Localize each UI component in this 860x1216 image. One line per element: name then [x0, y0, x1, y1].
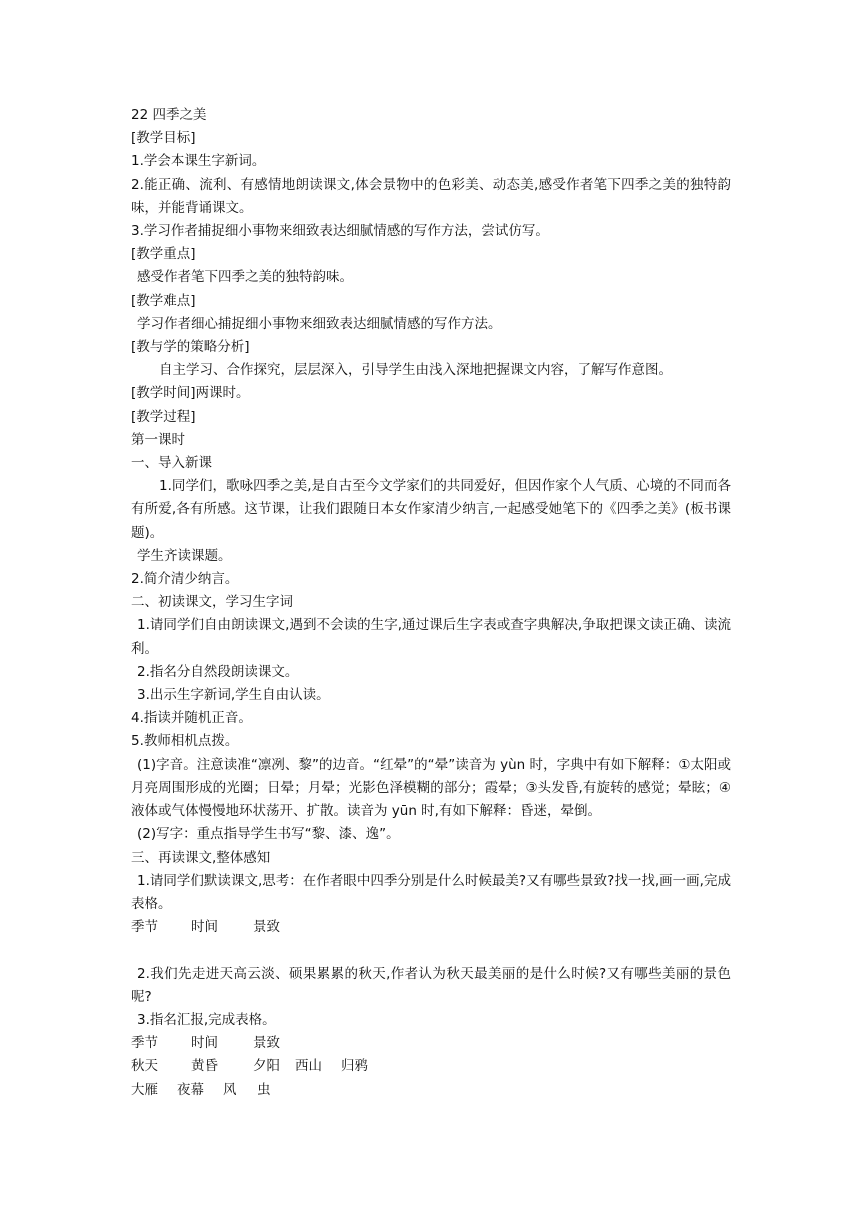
- table-2-header-cell: 季节: [131, 1035, 158, 1052]
- table-1-header-cell: 景致: [253, 919, 280, 936]
- difficulty-text: 学习作者细心捕捉细小事物来细致表达细腻情感的写作方法。: [137, 315, 502, 332]
- process-heading: [教学过程]: [131, 408, 196, 425]
- table-2-header-cell: 景致: [253, 1035, 280, 1052]
- section-2-paragraph-3: 3.出示生字新词,学生自由认读。: [137, 687, 330, 704]
- section-1-paragraph-2: 学生齐读课题。: [137, 547, 232, 564]
- blank-line: [131, 939, 731, 962]
- section-1-paragraph-1: 1.同学们，歌咏四季之美,是自古至今文学家们的共同爱好，但因作家个人气质、心境的不同而各有所爱,各有所感。这节课，让我们跟随日本女作家清少纳言,一起感受她笔下的《四季之美》(板书课题)。: [131, 478, 731, 541]
- table-2-cell: 虫: [257, 1081, 271, 1098]
- goal-2: 2.能正确、流利、有感情地朗读课文,体会景物中的色彩美、动态美,感受作者笔下四季之美的独特韵味，并能背诵课文。: [131, 176, 731, 216]
- goal-3: 3.学习作者捕捉细小事物来细致表达细腻情感的写作方法，尝试仿写。: [131, 223, 549, 240]
- table-2-cell: 夜幕: [177, 1081, 204, 1098]
- table-1-header-cell: 季节: [131, 919, 158, 936]
- section-2-paragraph-5: 5.教师相机点拨。: [131, 733, 239, 750]
- section-3-paragraph-2: 2.我们先走进天高云淡、硕果累累的秋天,作者认为秋天最美丽的是什么时候?又有哪些美丽的景色呢?: [131, 965, 731, 1005]
- section-1-paragraph-3: 2.简介清少纳言。: [131, 571, 239, 588]
- table-2-row: [131, 1055, 731, 1078]
- document-page: [131, 104, 731, 1102]
- section-3-heading: 三、再读课文,整体感知: [131, 849, 271, 866]
- table-2-cell: 风: [223, 1081, 237, 1098]
- section-2-paragraph-1: 1.请同学们自由朗读课文,遇到不会读的生字,通过课后生字表或查字典解决,争取把课文读正确、读流利。: [131, 617, 731, 657]
- focus-heading: [教学重点]: [131, 246, 196, 263]
- lesson-one-heading: 第一课时: [131, 431, 185, 448]
- table-2-cell: 夕阳: [253, 1058, 280, 1075]
- table-2-cell: 归鸦: [341, 1058, 368, 1075]
- difficulty-heading: [教学难点]: [131, 292, 196, 309]
- section-2-paragraph-6: (1)字音。注意读准“凛冽、黎”的边音。“红晕”的“晕”读音为 yùn 时，字典中有如下解释：①太阳或月亮周围形成的光圈；日晕；月晕；光影色泽模糊的部分；霞晕；③头发昏,有旋转的感觉；晕眩；④液体或气体慢慢地环状荡开、扩散。读音为 yūn 时,有如下解释：昏迷，晕倒。: [131, 756, 731, 820]
- section-2-paragraph-2: 2.指名分自然段朗读课文。: [137, 663, 299, 680]
- table-2-cell: 黄昏: [191, 1058, 218, 1075]
- table-2-header: [131, 1032, 731, 1055]
- table-1-header-cell: 时间: [191, 919, 218, 936]
- table-2-header-cell: 时间: [191, 1035, 218, 1052]
- table-2-cell: 西山: [295, 1058, 322, 1075]
- teaching-time: [教学时间]两课时。: [131, 385, 250, 402]
- goals-heading: [教学目标]: [131, 130, 196, 147]
- section-3-paragraph-1: 1.请同学们默读课文,思考：在作者眼中四季分别是什么时候最美?又有哪些景致?找一找,画一画,完成表格。: [131, 872, 731, 912]
- table-2-cell: 秋天: [131, 1058, 158, 1075]
- strategy-heading: [教与学的策略分析]: [131, 339, 250, 356]
- focus-text: 感受作者笔下四季之美的独特韵味。: [137, 269, 353, 286]
- table-2-row: [131, 1079, 731, 1102]
- section-2-heading: 二、初读课文，学习生字词: [131, 594, 293, 611]
- section-3-paragraph-3: 3.指名汇报,完成表格。: [137, 1011, 276, 1028]
- section-2-paragraph-7: (2)写字：重点指导学生书写“黎、漆、逸”。: [137, 826, 400, 843]
- section-2-paragraph-4: 4.指读并随机正音。: [131, 710, 252, 727]
- lesson-title: 22 四季之美: [131, 107, 207, 123]
- section-1-heading: 一、导入新课: [131, 455, 212, 472]
- table-2-cell: 大雁: [131, 1081, 158, 1098]
- goal-1: 1.学会本课生字新词。: [131, 153, 266, 170]
- strategy-text: 自主学习、合作探究，层层深入，引导学生由浅入深地把握课文内容，了解写作意图。: [159, 362, 672, 379]
- table-1-header: [131, 916, 731, 939]
